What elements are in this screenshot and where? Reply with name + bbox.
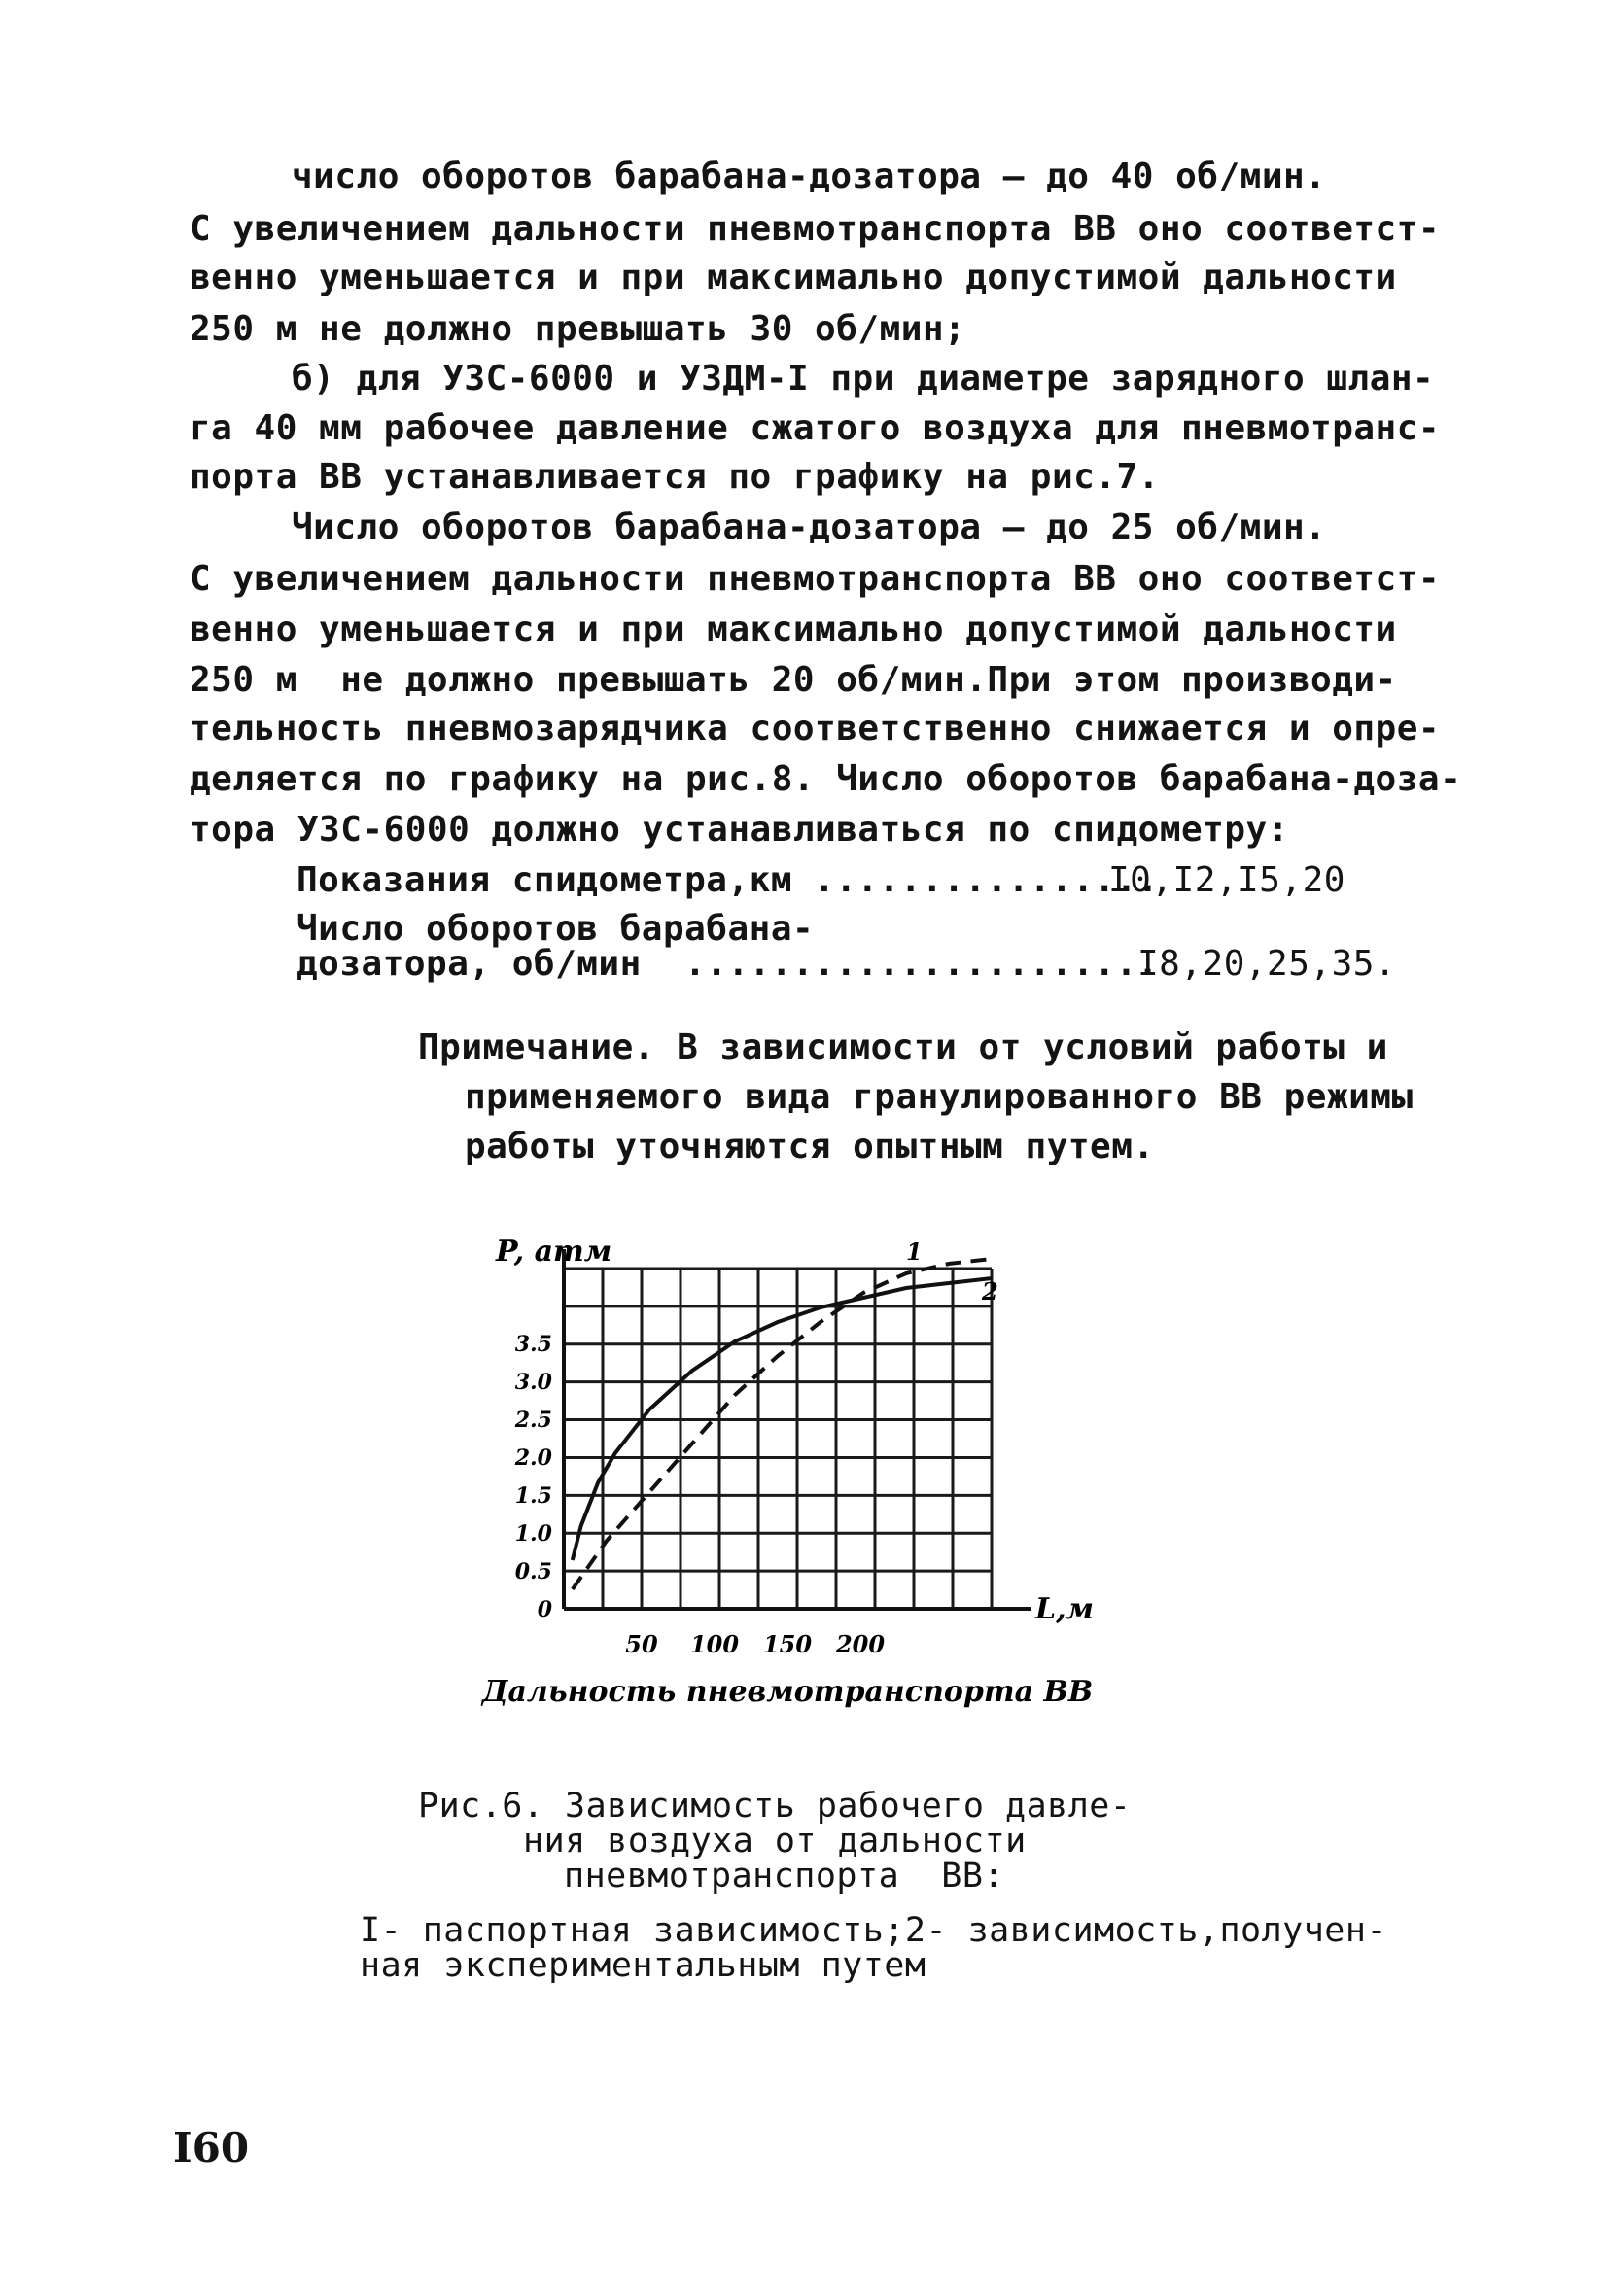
x-tick-label: 50 <box>625 1630 658 1658</box>
y-tick-label: 2.5 <box>514 1408 552 1433</box>
body-line: венно уменьшается и при максимально допустимой дальности <box>190 258 1397 297</box>
body-line: венно уменьшается и при максимально допустимой дальности <box>190 609 1397 649</box>
y-tick-label: 0.5 <box>514 1559 552 1584</box>
y-tick-label: 2.0 <box>514 1445 552 1471</box>
page-number: I60 <box>173 2124 250 2172</box>
x-tick-label: 200 <box>835 1630 886 1658</box>
table-row-label: Число оборотов барабана- <box>297 909 815 949</box>
series-label-2: 2 <box>982 1277 998 1305</box>
figure-legend-line: ная экспериментальным путем <box>360 1946 926 1985</box>
body-line: С увеличением дальности пневмотранспорта ВВ оно соответст- <box>190 209 1441 249</box>
body-line: С увеличением дальности пневмотранспорта ВВ оно соответст- <box>190 559 1441 599</box>
body-line: б) для УЗС-6000 и УЗДМ-I при диаметре зарядного шлан- <box>292 359 1435 399</box>
body-line: 250 м не должно превышать 20 об/мин.При этом производи- <box>190 660 1397 700</box>
note-line: Примечание. В зависимости от условий работы и <box>418 1027 1388 1067</box>
body-line: 250 м не должно превышать 30 об/мин; <box>190 309 966 349</box>
y-axis-label: P, атм <box>496 1235 612 1269</box>
body-line: Число оборотов барабана-дозатора – до 25 об/мин. <box>292 507 1327 547</box>
body-line: порта ВВ устанавливается по графику на рис.7. <box>190 457 1160 497</box>
body-line: деляется по графику на рис.8. Число оборотов барабана-доза- <box>190 759 1462 799</box>
x-axis-title: Дальность пневмотранспорта ВВ <box>481 1675 1094 1709</box>
table-row-label: Показания спидометра,км ................ <box>297 860 1159 900</box>
table-row-value: I0,I2,I5,20 <box>1108 860 1345 900</box>
y-tick-label: 3.5 <box>514 1332 552 1357</box>
note-line: применяемого вида гранулированного ВВ режимы <box>465 1077 1414 1117</box>
table-row-label: дозатора, об/мин ...................... <box>297 944 1159 984</box>
series-label-1: 1 <box>906 1237 923 1266</box>
body-line: тельность пневмозарядчика соответственно снижается и опре- <box>190 709 1441 748</box>
note-line: работы уточняются опытным путем. <box>465 1127 1155 1166</box>
y-tick-label: 1.5 <box>514 1483 552 1509</box>
figure-caption-line: Рис.6. Зависимость рабочего давле- <box>418 1787 1132 1826</box>
y-tick-label: 3.0 <box>514 1370 552 1395</box>
chart-svg <box>457 1220 1095 1709</box>
y-tick-label: 1.0 <box>514 1521 552 1547</box>
x-axis-label: L,м <box>1035 1592 1095 1626</box>
x-tick-label: 150 <box>762 1630 813 1658</box>
figure-legend-line: I- паспортная зависимость;2- зависимость,получен- <box>360 1911 1388 1950</box>
series-line-1 <box>573 1259 992 1589</box>
x-tick-label: 100 <box>689 1630 740 1658</box>
body-line: га 40 мм рабочее давление сжатого воздуха для пневмотранс- <box>190 408 1441 448</box>
body-line: тора УЗС-6000 должно устанавливаться по спидометру: <box>190 810 1289 850</box>
figure-caption-line: ния воздуха от дальности <box>523 1822 1027 1861</box>
y-tick-label: 0 <box>537 1597 552 1622</box>
figure-caption-line: пневмотранспорта ВВ: <box>564 1857 1005 1896</box>
pressure-vs-distance-chart <box>457 1220 1095 1709</box>
body-line: число оборотов барабана-дозатора – до 40 об/мин. <box>292 157 1327 196</box>
table-row-value: I8,20,25,35. <box>1137 944 1397 984</box>
